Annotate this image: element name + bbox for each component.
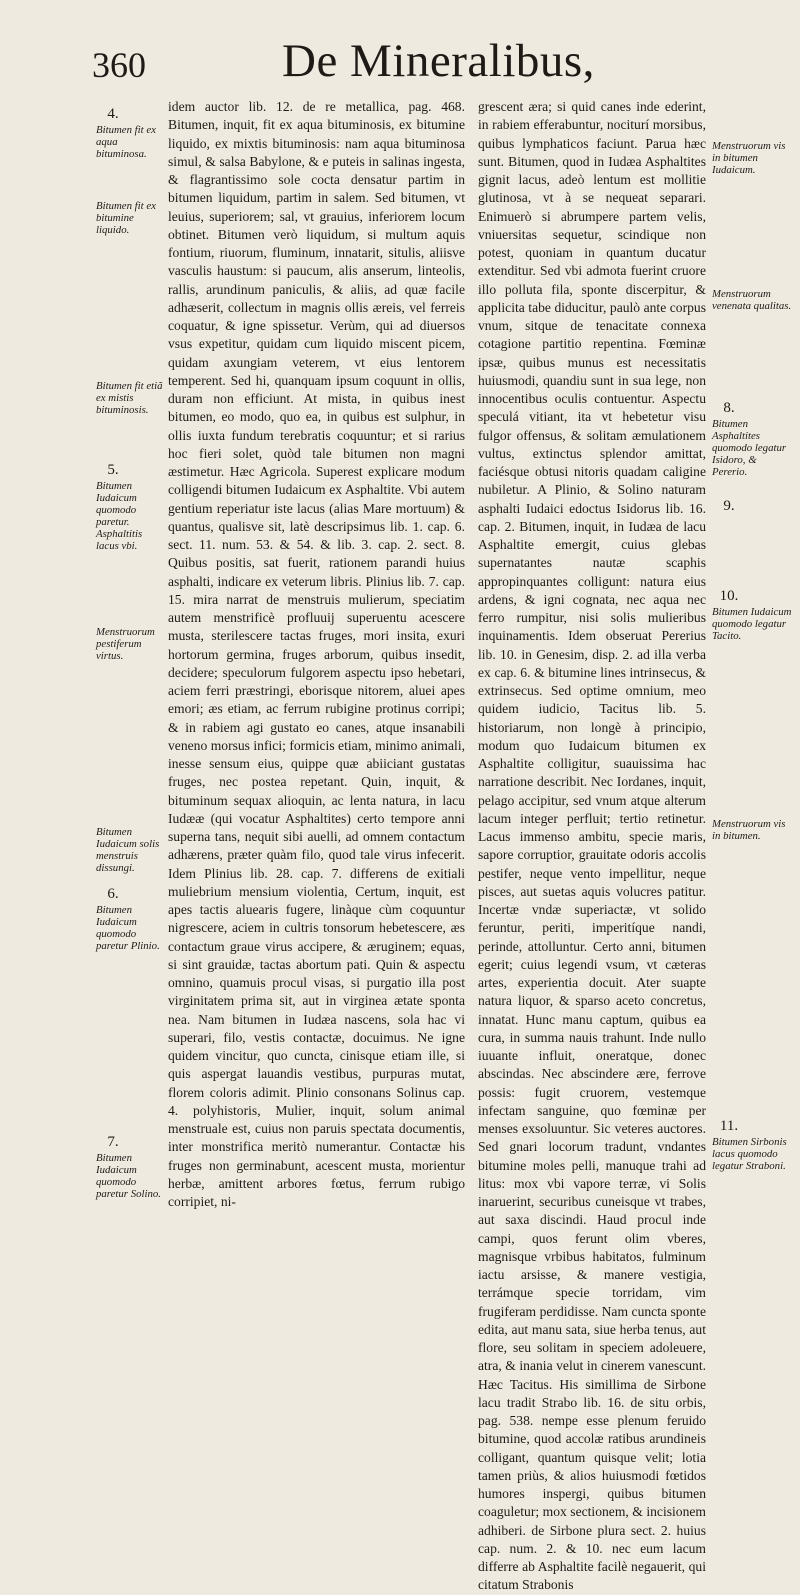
margin-note [96, 1132, 164, 1200]
margin-note [96, 104, 164, 160]
margin-note-number: 6. [107, 886, 119, 902]
margin-note [712, 288, 794, 312]
right-column-text: grescent æra; si quid canes inde ederint, in rabiem efferabuntur, nociturí morsibus, quibus lymphaticos faciunt. Parua hæc sunt. Bitumen, quod in Iudæa Asphaltites gignit lacus, adeò lentum est mollitie glutinosa, vt à se nequeat separari. Enimuerò si abrumpere partem velis, vniuersitas sequetur, scindique non potest, quoniam in quantum ducatur extenditur. Sed vbi admota fuerint cruore illo polluta fila, sponte discerpitur, & applicita tabe diducitur, paulò ante corpus vnum, sitque de tenacitate connexa cotagione partitio repentina. Fœminæ ipsæ, quibus munus est necessitatis huiusmodi, quandiu sunt in sua lege, non innocentibus oculis contuentur. Aspectu speculá vitiant, ita vt hebetetur visu fulgor offensus, & solitam æmulationem vultus, extinctus splendor amittat, faciésque obtusi nitoris quadam caligine nubiletur. A Plinio, & Solino naturam asphalti Iudaici edoctus Isidorus lib. 16. cap. 2. Bitumen, inquit, in Iudæa de lacu Asphaltite emergit, cuius glebas supernatantes nautæ scaphis appropinquantes colligunt: natura eius ardens, & igni cognata, nec aqua nec ferro rumpitur, nisi solis mulieribus inquinamentis. Idem obseruat Pererius lib. 10. in Genesim, disp. 2. ad illa verba ex cap. 6. & bitumine lines intrinsecus, & extrinsecus. Sed optime omnium, meo quidem iudicio, Tacitus lib. 5. historiarum, non longè à principio, modum quo Iudaicum bitumen ex Asphaltite colligitur, suauissima hac narratione describit. Nec Iordanes, inquit, pelago accipitur, sed vnum atque alterum lacum integer perfluit; tertio retinetur. Lacus immenso ambitu, specie maris, sapore corruptior, grauitate odoris accolis pestifer, neque vento impellitur, neque pisces, aut suetas aquis volucres patitur. Incertæ vndæ superiactæ, vt solido feruntur, periti, imperitíque nandi, perinde, attolluntur. Certo anni, bitumen egerit; cuius legendi vsum, vt cæteras artes, experientia docuit. Ater suapte natura liquor, & sparso aceto concretus, innatat. Hunc manu captum, quibus ea cura, in summa nauis trahunt. Inde nullo iuuante influit, oneratque, donec abscindas. Nec abscindere ære, ferrove possis: fugit cruorem, vestemque infectam sanguine, quo fœminæ per menses exsoluuntur. Sic veteres auctores. Sed gnari locorum tradunt, vndantes bitumine moles pelli, manuque trahi ad litus: mox vbi vapore terræ, vi Solis inaruerint, securibus cuneisque vt trabes, aut saxa discindi. Haud procul inde campi, quos ferunt olim vberes, magnisque vrbibus habitatos, fulminum iactu arsisse, & manere vestigia, terrámque specie torridam, vim frugiferam perdidisse. Nam cuncta sponte edita, aut manu sata, siue herba tenus, aut flore, seu solitam in speciem adoleuere, atra, & inania velut in cinerem vanescunt. Hæc Tacitus. His simillima de Sirbone lacu tradit Strabo lib. 16. de situ orbis, pag. 538. nempe esse plenum feruido bitumine, quod accolæ ratibus arundineis colligant, quantum quisque velit; lotia tamen priùs, & alios huiusmodi fœtidos humores inspergi, quibus bitumen coaguletur; mox sectionem, & incisionem adhiberi. de Sirbone plura sect. 2. huius cap. num. 2. & 10. nec eum lacum differre ab Asphaltite facilè negauerit, qui citatum Strabonis [478, 99, 706, 1593]
margin-note-text: Menstruorum venenata qualitas. [712, 288, 792, 312]
margin-note-number: 11. [719, 1118, 739, 1134]
running-title: De Mineralibus, [282, 35, 595, 87]
margin-note-text: Bitumen Iudaicum quomodo paretur Plinio. [96, 904, 160, 952]
margin-note [96, 884, 164, 952]
margin-note-text: Bitumen Iudaicum solis menstruis dissungi. [96, 826, 160, 874]
margin-note-text: Menstruorum vis in bitumen Iudaicum. [712, 140, 786, 176]
margin-note-number: 4. [107, 106, 119, 122]
left-margin-notes [96, 98, 164, 1323]
margin-note [712, 398, 794, 478]
margin-note-text: Bitumen Iudaicum quomodo paretur. Asphaltitis lacus vbi. [96, 480, 143, 552]
margin-note [712, 818, 794, 842]
margin-note [712, 140, 794, 176]
margin-note [96, 826, 164, 874]
margin-note [712, 496, 794, 516]
margin-note [96, 626, 164, 662]
margin-note-text: Bitumen fit etiã ex mistis bituminosis. [96, 380, 163, 416]
margin-note [96, 200, 164, 236]
left-column-text: idem auctor lib. 12. de re metallica, pag. 468. Bitumen, inquit, fit ex aqua bituminosis, ex bitumine liquido, ex mixtis bituminosis: nam aqua bituminosa simul, & salsa Babylone, & e puteis in salinas ingesta, & flagrantissimo sole cocta densatur partim in bitumen liquidum, partim in salem. Sed bitumen, vt leuius, superiorem; sal, vt grauius, inferiorem locum obtinet. Bitumen verò liquidum, si multum aquis fontium, riuorum, fluminum, innatarit, situlis, aliisve vasculis haustum: si paucum, alis anserum, linteolis, rallis, arundinum paniculis, & aliis, ad quæ facile adhæserit, collectum in magnis ollis æreis, vel ferreis coquatur, & igne spissetur. Verùm, qui ad diuersos vsus expetitur, quidam cum liquido miscent picem, quidam axungiam veterem, vt eius lentorem temperent. Sed hi, quanquam ipsum coquunt in ollis, duram non efficiunt. At mista, in quibus inest bitumen, eo modo, quo ea, in quibus est sulphur, in ollis iuxta fundum terebratis coquuntur; et si rarius hoc fieri solet, quòd tale bitumen non magni æstimetur. Hæc Agricola. Superest explicare modum colligendi bitumen Iudaicum ex Asphaltite. Vbi autem gentium reperiatur iste lacus (alias Mare mortuum) & quantus, qualisve sit, latè descripsimus lib. 1. cap. 6. sect. 11. num. 53. & 54. & lib. 3. cap. 2. sect. 8. Quibus positis, sat fuerit, rationem parandi huius asphalti, indicare ex veterum libris. Plinius lib. 7. cap. 15. mira narrat de menstruis mulierum, speciatim autem menstrificè profluuij superuentu acescere musta, sterilescere tactas fruges, mori insita, exuri hortorum germina, fruges arborum, quibus insedit, decidere; speculorum fulgorem aspectu ipso hebetari, aciem ferri præstringi, eborisque nitorem, aluei apes emori; æs etiam, ac ferrum rubigine protinus corripi; & in rabiem agi gustato eo canes, atque insanabili veneno morsus infici; formicis etiam, minimo animali, inesse sensum eius, quippe quæ abiiciant gustatas fruges, nec postea repetant. Quin, inquit, & bituminum sequax alioquin, ac lenta natura, in lacu Iudææ (qui vocatur Asphaltites) certo tempore anni superna tans, nequit sibi auelli, ad omnem contactum adhærens, præter quàm filo, quod tale virus infecerit. Idem Plinius lib. 28. cap. 7. differens de exitiali muliebrium mensium violentia, Certum, inquit, est apes tactis aluearis fugere, linàque cùm coquuntur nigrescere, aciem in cultris tonsorum hebetescere, æs contactum graue virus accipere, & æruginem; equas, si sint grauidæ, tactas abortum pati. Quin & aspectu omnino, quamuis procul visas, si purgatio illa post virginitatem prima sit, aut in virginea ætate sponta nea. Nam bitumen in Iudæa nascens, sola hac vi superari, filo, vestis contactæ, docuimus. Ne igne quidem vincitur, quo cuncta, cinisque etiam ille, si quis aspergat lauandis vestibus, purpuras mutat, florem coloris adimit. Plinio consonans Solinus cap. 4. polyhistoris, Mulier, inquit, solum animal menstruale est, cuius non paruis spectata documentis, inter monstrifica meritò numerantur. Contactæ his fruges non germinabunt, acescent musta, morientur herbæ, amittent arbores fœtus, ferrum rubigo corripiet, ni- [168, 99, 465, 1209]
margin-note [96, 460, 164, 552]
page-number: 360 [92, 45, 146, 85]
margin-note-text: Bitumen Iudaicum quomodo legatur Tacito. [712, 606, 792, 642]
left-text-column [168, 98, 465, 1323]
margin-note-number: 5. [107, 462, 119, 478]
margin-note [712, 1116, 794, 1172]
margin-note-number: 10. [719, 588, 739, 604]
margin-note-text: Bitumen Asphaltites quomodo legatur Isidoro, & Pererio. [712, 418, 787, 478]
margin-note-text: Bitumen fit ex bitumine liquido. [96, 200, 156, 236]
right-text-column [478, 98, 706, 1593]
margin-note-text: Menstruorum pestiferum virtus. [96, 626, 155, 662]
margin-note [96, 380, 164, 416]
margin-note [712, 586, 794, 642]
margin-note-text: Bitumen fit ex aqua bituminosa. [96, 124, 156, 160]
margin-note-number: 9. [723, 498, 735, 514]
margin-note-number: 8. [723, 400, 735, 416]
margin-note-text: Bitumen Iudaicum quomodo paretur Solino. [96, 1152, 161, 1200]
margin-note-text: Menstruorum vis in bitumen. [712, 818, 786, 842]
right-margin-notes [712, 98, 796, 1323]
page-header [0, 0, 800, 95]
margin-note-text: Bitumen Sirbonis lacus quomodo legatur Straboni. [712, 1136, 787, 1172]
margin-note-number: 7. [107, 1134, 119, 1150]
